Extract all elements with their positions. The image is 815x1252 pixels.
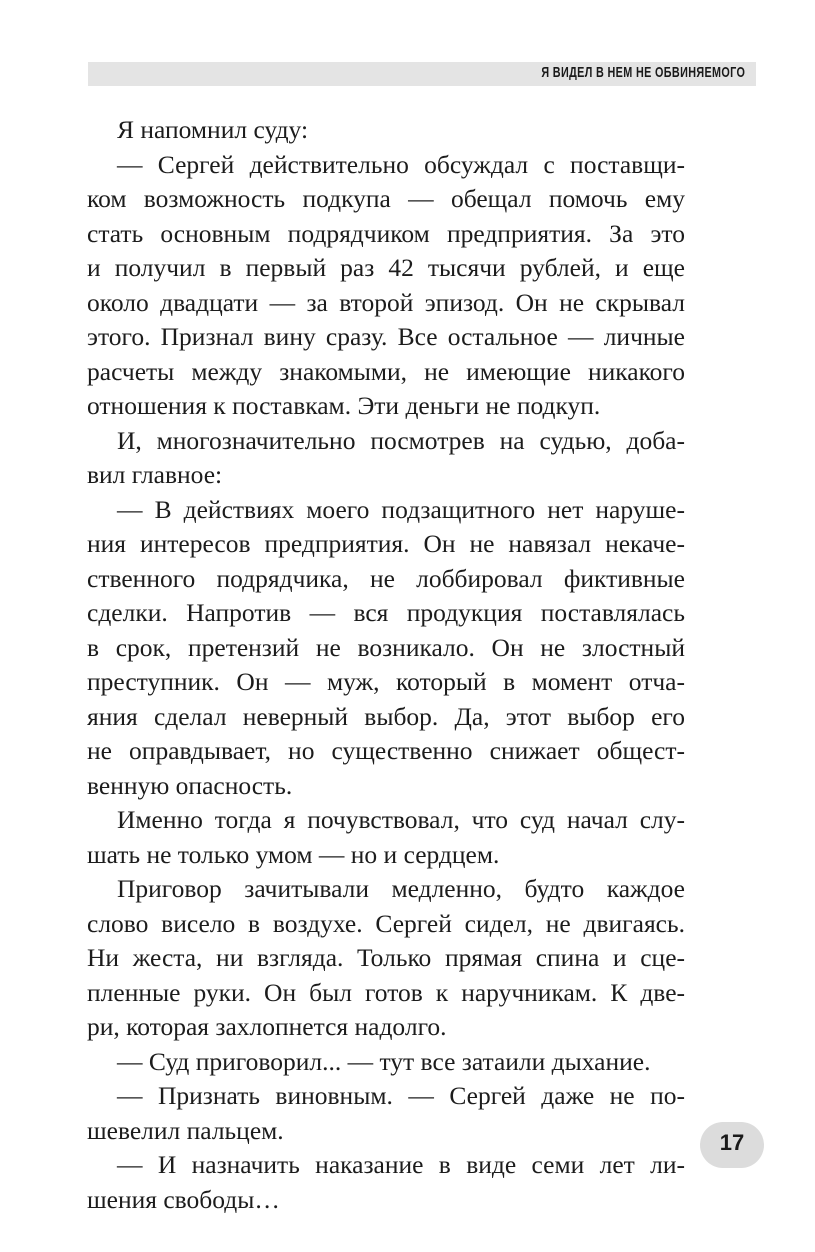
text-line: И, многозначительно посмотрев на судью, доба-	[117, 425, 685, 455]
paragraph	[87, 148, 685, 424]
text-line: шевелил пальцем.	[87, 1115, 284, 1145]
text-line: ком возможность подкупа — обещал помочь ему	[87, 184, 685, 213]
text-line: вил главное:	[87, 460, 223, 489]
paragraph	[87, 1079, 685, 1148]
text-line: ри, которая захлопнется надолго.	[87, 1012, 447, 1041]
text-line: — Сергей действительно обсуждал с поставщи-	[117, 149, 685, 179]
text-line: шения свободы…	[87, 1184, 280, 1214]
paragraph	[87, 1148, 685, 1217]
text-line: слово висело в воздухе. Сергей сидел, не двигаясь.	[87, 908, 685, 938]
paragraph	[87, 803, 685, 872]
text-line: преступник. Он — муж, который в момент отча-	[87, 667, 685, 696]
text-line: стать основным подрядчиком предприятия. За это	[87, 218, 685, 248]
text-line: Ни жеста, ни взгляда. Только прямая спина и сце-	[87, 943, 685, 972]
text-line: в срок, претензий не возникало. Он не злостный	[87, 632, 685, 662]
text-line: и получил в первый раз 42 тысячи рублей, и еще	[87, 253, 685, 282]
text-line: расчеты между знакомыми, не имеющие никакого	[87, 356, 685, 386]
text-line: ния интересов предприятия. Он не навязал некаче-	[87, 529, 685, 558]
paragraph	[87, 424, 685, 493]
text-line: венную опасность.	[87, 770, 293, 800]
body-text	[87, 113, 685, 1217]
text-line: Приговор зачитывали медленно, будто каждое	[117, 874, 685, 903]
text-line: шать не только умом — но и сердцем.	[87, 839, 500, 869]
text-line: отношения к поставкам. Эти деньги не подкуп.	[87, 391, 601, 420]
paragraph	[117, 113, 685, 148]
text-line: пленные руки. Он был готов к наручникам. К две-	[87, 977, 685, 1007]
text-line: этого. Признал вину сразу. Все остальное — личные	[87, 322, 685, 351]
text-line: — Суд приговорил... — тут все затаили дыхание.	[117, 1046, 651, 1076]
text-line: Я напомнил суду:	[117, 115, 309, 144]
paragraph	[87, 493, 685, 804]
paragraph	[87, 872, 685, 1045]
page-number: 17	[719, 1130, 745, 1155]
text-line: ственного подрядчика, не лоббировал фиктивные	[87, 563, 685, 593]
text-line: не оправдывает, но существенно снижает общест-	[87, 736, 685, 765]
text-line: яния сделал неверный выбор. Да, этот выбор его	[87, 701, 685, 731]
text-line: — И назначить наказание в виде семи лет ли-	[117, 1150, 685, 1179]
running-header-title: Я ВИДЕЛ В НЕМ НЕ ОБВИНЯЕМОГО	[541, 64, 745, 81]
text-line: — В действиях моего подзащитного нет наруше-	[117, 494, 685, 524]
text-line: около двадцати — за второй эпизод. Он не скрывал	[87, 287, 685, 317]
text-line: сделки. Напротив — вся продукция поставлялась	[87, 598, 685, 627]
text-line: — Признать виновным. — Сергей даже не по-	[117, 1081, 685, 1110]
paragraph	[117, 1045, 685, 1080]
text-line: Именно тогда я почувствовал, что суд начал слу-	[117, 805, 685, 834]
